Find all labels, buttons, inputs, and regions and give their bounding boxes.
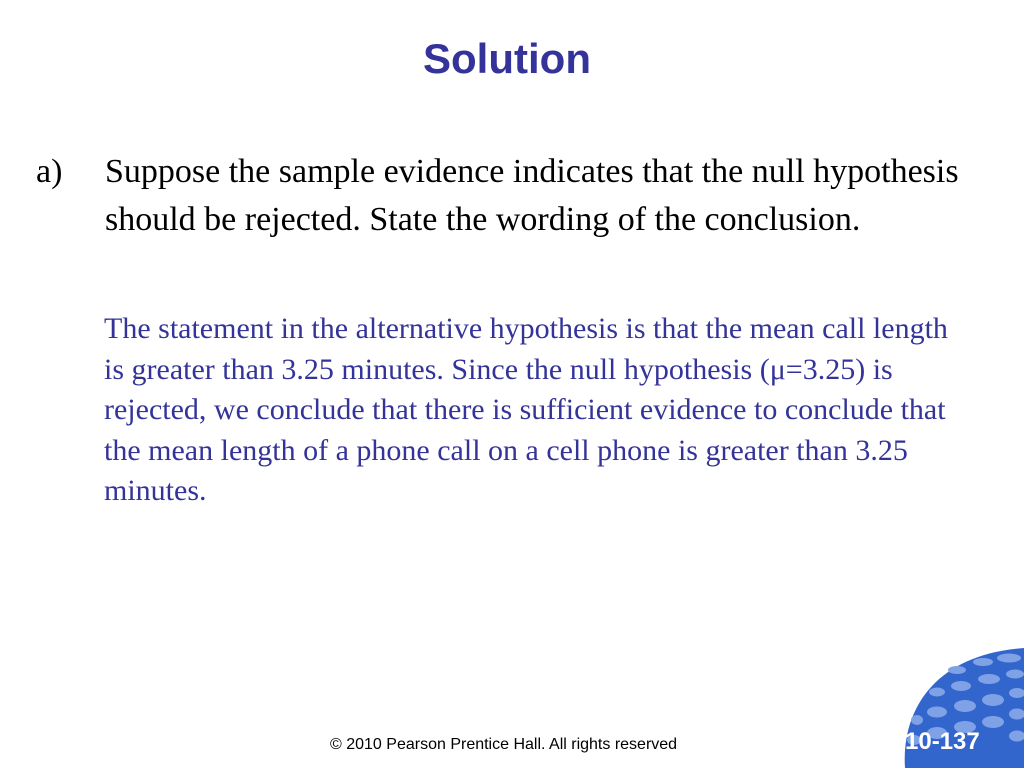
- slide-number: 10-137: [905, 728, 980, 755]
- list-item-label: a): [36, 153, 63, 190]
- question-text: Suppose the sample evidence indicates that the null hypothesis should be rejected. State the wording of the conclusion.: [105, 153, 959, 238]
- slide-title: Solution: [423, 35, 591, 82]
- copyright-footer: © 2010 Pearson Prentice Hall. All rights reserved: [330, 736, 678, 753]
- answer-text: The statement in the alternative hypothesis is that the mean call length is greater than 3.25 minutes. Since the null hypothesis (μ=3.25) is rejected, we conclude that there is sufficient evidence to conclude that the mean length of a phone call on a cell phone is greater than 3.25 minutes.: [104, 312, 948, 507]
